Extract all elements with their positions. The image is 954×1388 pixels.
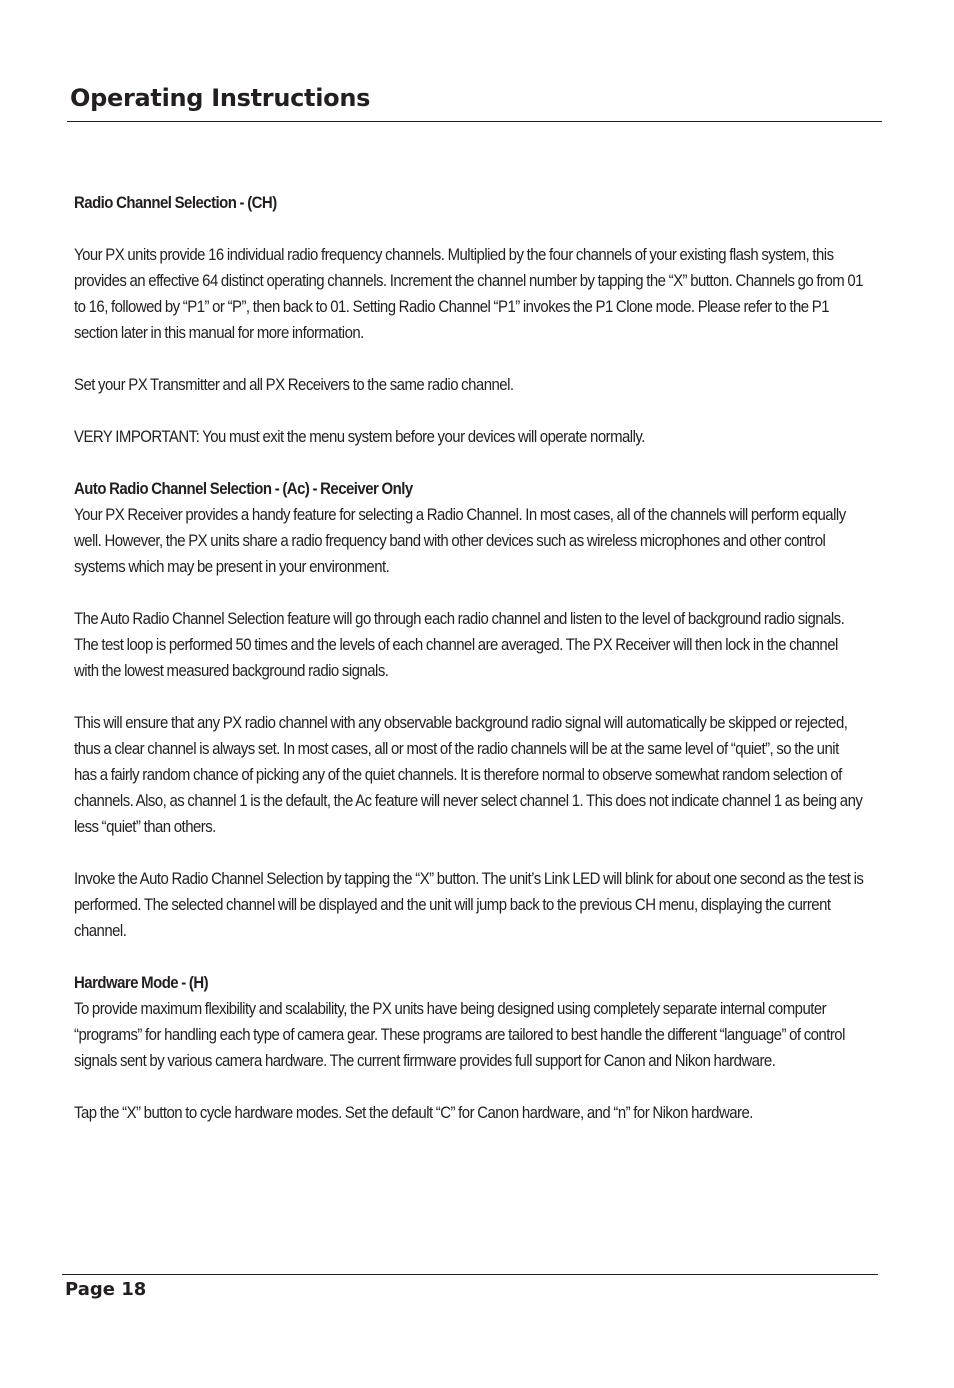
paragraph-spacer	[74, 944, 864, 970]
paragraph-spacer	[74, 580, 864, 606]
header-divider	[67, 121, 882, 122]
section-heading-hardware-mode: Hardware Mode - (H)	[74, 973, 209, 992]
paragraph: Your PX units provide 16 individual radio frequency channels. Multiplied by the four channels of your existing flash system, this provides an effective 64 distinct operating channels. Increment the channel number by tapping the “X” button. Channels go from 01 to 16, followed by “P1” or “P”, then back to 01. Setting Radio Channel “P1” invokes the P1 Clone mode. Please refer to the P1 section later in this manual for more information.	[74, 245, 863, 342]
paragraph: The Auto Radio Channel Selection feature will go through each radio channel and listen to the level of background radio signals. The test loop is performed 50 times and the levels of each channel are averaged. The PX Receiver will then lock in the channel with the lowest measured background radio signals.	[74, 609, 845, 680]
paragraph: This will ensure that any PX radio channel with any observable background radio signal will automatically be skipped or rejected, thus a clear channel is always set. In most cases, all or most of the radio channels will be at the same level of “quiet”, so the unit has a fairly random chance of picking any of the quiet channels. It is therefore normal to observe somewhat random selection of channels. Also, as channel 1 is the default, the Ac feature will never select channel 1. This does not indicate channel 1 as being any less “quiet” than others.	[74, 713, 863, 836]
paragraph-spacer	[74, 840, 864, 866]
paragraph: Invoke the Auto Radio Channel Selection by tapping the “X” button. The unit’s Link LED will blink for about one second as the test is performed. The selected channel will be displayed and the unit will jump back to the previous CH menu, displaying the current channel.	[74, 869, 864, 940]
paragraph-spacer	[74, 1074, 864, 1100]
page-title: Operating Instructions	[70, 84, 371, 112]
paragraph: VERY IMPORTANT: You must exit the menu system before your devices will operate normally.	[74, 427, 645, 446]
paragraph: Tap the “X” button to cycle hardware modes. Set the default “C” for Canon hardware, and “n” for Nikon hardware.	[74, 1103, 753, 1122]
footer-divider	[62, 1274, 878, 1275]
paragraph-spacer	[74, 398, 864, 424]
paragraph: Your PX Receiver provides a handy feature for selecting a Radio Channel. In most cases, all of the channels will perform equally well. However, the PX units share a radio frequency band with other devices such as wireless microphones and other control systems which may be present in your environment.	[74, 505, 846, 576]
section-heading-radio-channel: Radio Channel Selection - (CH)	[74, 193, 277, 212]
paragraph: Set your PX Transmitter and all PX Receivers to the same radio channel.	[74, 375, 514, 394]
paragraph-spacer	[74, 216, 864, 242]
document-body	[74, 190, 864, 1126]
paragraph-spacer	[74, 346, 864, 372]
paragraph: To provide maximum flexibility and scalability, the PX units have being designed using completely separate internal computer “programs” for handling each type of camera gear. These programs are tailored to best handle the different “language” of control signals sent by various camera hardware. The current firmware provides full support for Canon and Nikon hardware.	[74, 999, 845, 1070]
page-number: Page 18	[65, 1279, 147, 1300]
paragraph-spacer	[74, 684, 864, 710]
section-heading-auto-radio-channel: Auto Radio Channel Selection - (Ac) - Receiver Only	[74, 479, 413, 498]
paragraph-spacer	[74, 450, 864, 476]
